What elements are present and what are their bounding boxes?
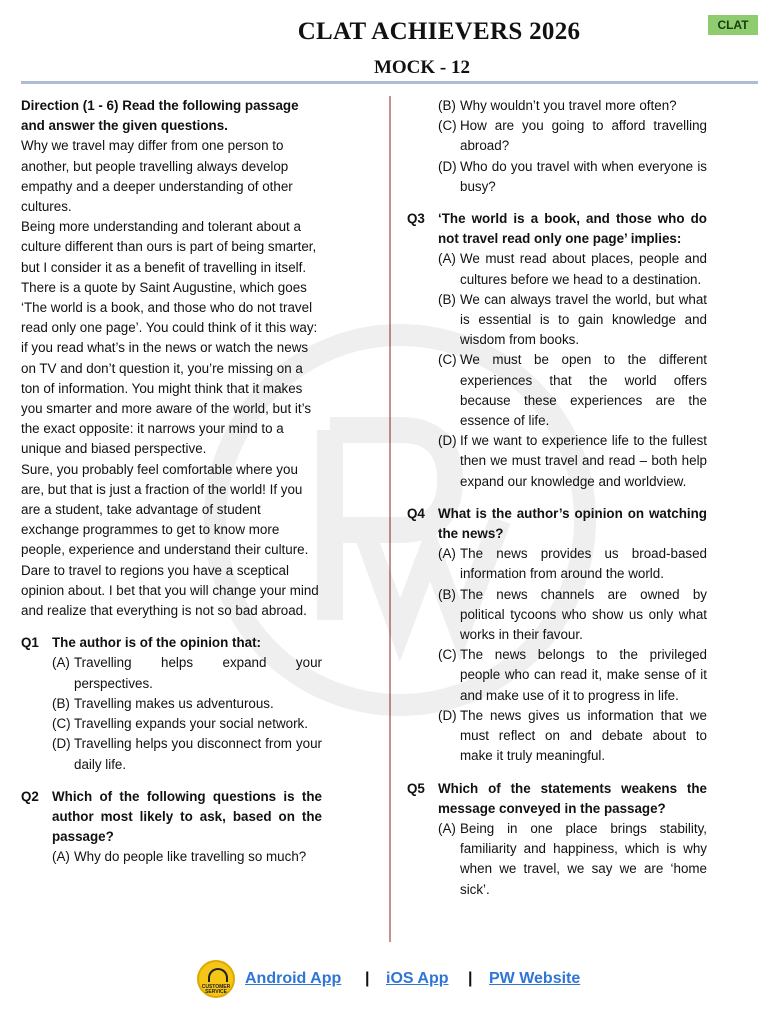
pw-website-link[interactable]: PW Website xyxy=(489,970,581,987)
option-label: (C) xyxy=(52,716,71,732)
option-text: Travelling helps you disconnect from your daily life. xyxy=(74,736,322,772)
direction-heading: Direction (1 - 6) Read the following passage and answer the given questions. xyxy=(21,98,299,134)
question-text: The author is of the opinion that: xyxy=(52,635,262,651)
option-b[interactable] xyxy=(438,290,707,351)
option-label: (C) xyxy=(438,118,457,134)
option-b[interactable] xyxy=(52,694,322,714)
passage-paragraph-2: Being more understanding and tolerant about a culture different than ours is part of being smarter, but I consider it as a benefit of travelling in itself. There is a quote by Saint Augustine, which goes ‘The world is a book, and those who do not travel read only one page’. You could think of it this way: if you read what’s in the news or watch the news on TV and don’t question it, you’re missing on a ton of information. You might think that it makes you smarter and more aware of the world, but it’s the exact opposite: it narrows your mind to a unique and biased perspective. xyxy=(21,219,318,457)
option-text: Travelling makes us adventurous. xyxy=(74,695,274,711)
footer-separator: | xyxy=(468,970,473,987)
customer-service-logo-icon xyxy=(197,960,235,998)
question-4 xyxy=(407,504,707,767)
passage-paragraph-3: Sure, you probably feel comfortable where you are, but that is just a fraction of the world! If you are a student, take advantage of student exchange programmes to get to know more people, experience and understand their culture. Dare to travel to regions you have a sceptical opinion about. I bet that you will change your mind and realize that everything is not so bad abroad. xyxy=(21,461,319,619)
option-text: The news gives us information that we must reflect on and debate about to make it truly meaningful. xyxy=(460,707,707,764)
android-app-link[interactable]: Android App xyxy=(245,970,342,987)
option-text: The news provides us broad-based information from around the world. xyxy=(460,546,707,582)
option-label: (B) xyxy=(438,291,456,307)
question-number: Q4 xyxy=(407,505,425,521)
question-number: Q3 xyxy=(407,211,425,227)
option-label: (A) xyxy=(52,655,70,671)
option-a[interactable] xyxy=(438,544,707,584)
left-column xyxy=(21,96,322,868)
option-b[interactable] xyxy=(438,585,707,646)
option-text: Travelling helps expand your perspectives. xyxy=(74,655,322,691)
question-text: Which of the following questions is the author most likely to ask, based on the passage? xyxy=(52,788,322,845)
option-c[interactable] xyxy=(438,350,707,431)
question-text: ‘The world is a book, and those who do not travel read only one page’ implies: xyxy=(438,211,707,247)
question-3 xyxy=(407,209,707,492)
option-d[interactable] xyxy=(52,734,322,774)
option-a[interactable] xyxy=(438,819,707,900)
exam-badge: CLAT xyxy=(708,15,758,35)
question-number: Q2 xyxy=(21,788,39,804)
option-a[interactable] xyxy=(52,653,322,693)
page-subtitle: MOCK - 12 xyxy=(373,57,471,78)
option-b[interactable] xyxy=(438,96,707,116)
option-label: (A) xyxy=(438,251,456,267)
option-text: We must read about places, people and cultures before we head to a destination. xyxy=(460,251,707,287)
question-5 xyxy=(407,779,707,900)
option-text: Why wouldn’t you travel more often? xyxy=(460,98,677,113)
right-column xyxy=(407,96,707,900)
question-2 xyxy=(21,787,322,868)
page-title: CLAT ACHIEVERS 2026 xyxy=(297,18,581,45)
question-text: Which of the statements weakens the message conveyed in the passage? xyxy=(438,780,707,816)
option-label: (B) xyxy=(438,98,456,113)
footer-separator: | xyxy=(365,970,370,987)
passage-paragraph-1: Why we travel may differ from one person to another, but people travelling always develop empathy and a deeper understanding of other cultures. xyxy=(21,138,293,215)
option-text: Who do you travel with when everyone is busy? xyxy=(460,158,707,194)
logo-text: CUSTOMER SERVICE xyxy=(201,984,231,995)
option-label: (D) xyxy=(438,707,457,723)
option-text: We must be open to the different experiences that the world offers because these experiences are the essence of life. xyxy=(460,352,707,429)
option-c[interactable] xyxy=(438,645,707,706)
option-d[interactable] xyxy=(438,157,707,197)
question-2-continued xyxy=(407,96,707,197)
option-label: (B) xyxy=(438,586,456,602)
option-d[interactable] xyxy=(438,431,707,492)
ios-app-link[interactable]: iOS App xyxy=(386,970,449,987)
option-text: Being in one place brings stability, familiarity and happiness, which is why when we travel, we say we are ‘home sick’. xyxy=(460,820,707,897)
question-1 xyxy=(21,633,322,774)
option-text: Why do people like travelling so much? xyxy=(74,849,307,865)
option-label: (C) xyxy=(438,647,457,663)
option-text: If we want to experience life to the fullest then we must travel and read – both help expand our knowledge and worldview. xyxy=(460,433,707,489)
option-label: (C) xyxy=(438,352,457,368)
option-label: (D) xyxy=(52,736,71,752)
option-label: (B) xyxy=(52,695,70,711)
option-c[interactable] xyxy=(52,714,322,734)
option-text: Travelling expands your social network. xyxy=(74,716,308,732)
question-number: Q1 xyxy=(21,635,39,651)
option-text: How are you going to afford travelling abroad? xyxy=(460,118,707,154)
option-text: We can always travel the world, but what is essential is to gain knowledge and wisdom from books. xyxy=(460,291,707,348)
option-text: The news belongs to the privileged people who can read it, make sense of it and make use of it to progress in life. xyxy=(460,647,707,703)
option-a[interactable] xyxy=(438,249,707,289)
option-label: (A) xyxy=(438,546,456,562)
header-rule xyxy=(21,81,758,84)
option-a[interactable] xyxy=(52,847,322,867)
option-label: (D) xyxy=(438,433,457,449)
option-text: The news channels are owned by political tycoons who show us only what works in their favour. xyxy=(460,586,707,643)
footer xyxy=(0,960,768,1000)
question-number: Q5 xyxy=(407,780,425,796)
option-d[interactable] xyxy=(438,706,707,767)
option-c[interactable] xyxy=(438,116,707,156)
question-text: What is the author’s opinion on watching the news? xyxy=(438,505,707,542)
option-label: (A) xyxy=(438,820,456,836)
option-label: (A) xyxy=(52,849,70,865)
option-label: (D) xyxy=(438,158,457,174)
